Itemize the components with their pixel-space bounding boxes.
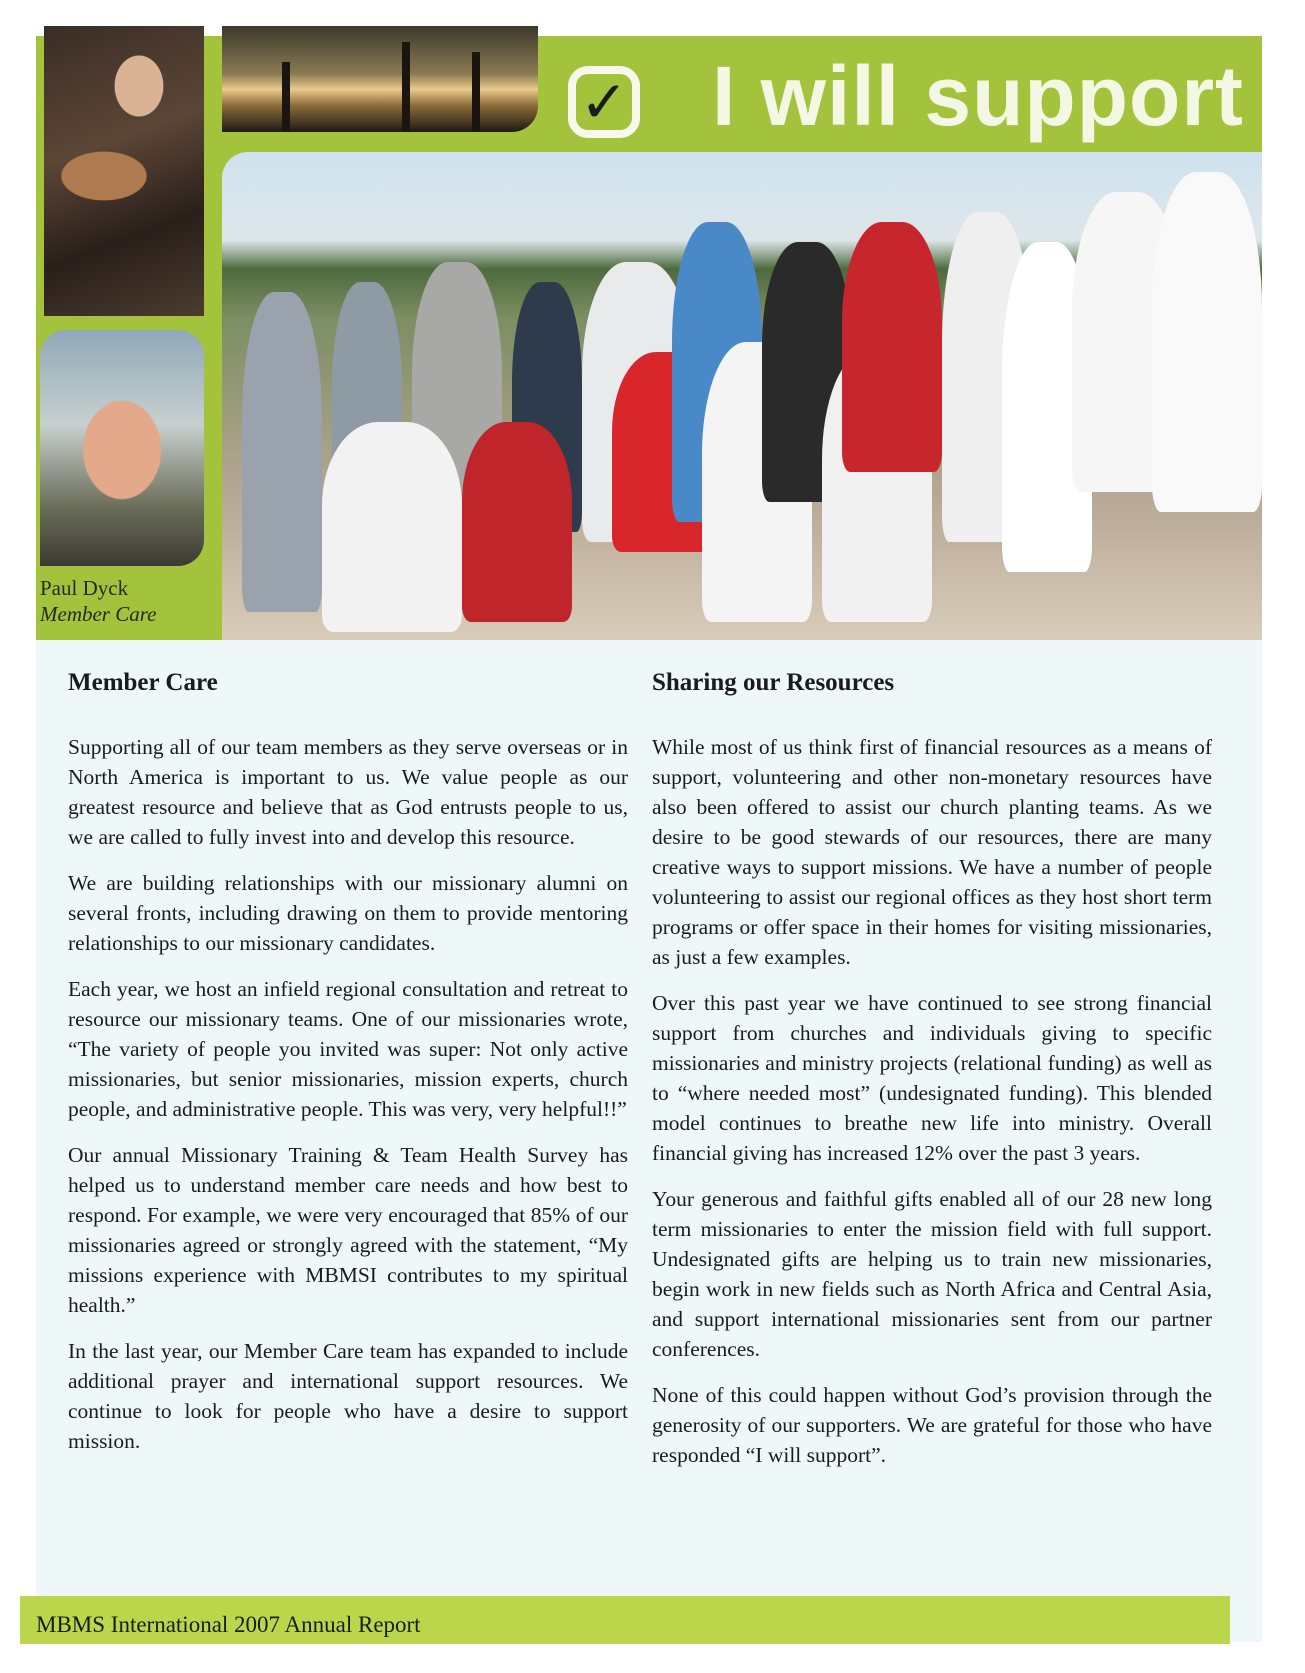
- palm-trunk: [282, 62, 290, 132]
- person-figure: [842, 222, 942, 472]
- paragraph: While most of us think first of financial resources as a means of support, volunteering and other non-monetary resources have also been offered to assist our church planting teams. As we desire to be good stewards of our resources, there are many creative ways to support missions. We have a number of people volunteering to assist our regional offices as they host short term programs or offer space in their homes for visiting missionaries, as just a few examples.: [652, 735, 1212, 969]
- paragraph: Your generous and faithful gifts enabled all of our 28 new long term missionaries to enter the mission field with full support. Undesignated gifts are helping us to train new missionaries, begin work in new fields such as North Africa and Central Asia, and support international missionaries sent from our partner conferences.: [652, 1187, 1212, 1361]
- footer-text: MBMS International 2007 Annual Report: [36, 1612, 421, 1637]
- right-column: [652, 668, 1212, 1486]
- page-title: I will support: [712, 49, 1244, 143]
- paragraph: We are building relationships with our missionary alumni on several fronts, including drawing on them to provide mentoring relationships to our missionary candidates.: [68, 871, 628, 955]
- paragraph: Supporting all of our team members as they serve overseas or in North America is important to us. We value people as our greatest resource and believe that as God entrusts people to us, we are called to fully invest into and develop this resource.: [68, 735, 628, 849]
- section-heading-sharing-resources: Sharing our Resources: [652, 669, 895, 696]
- photo-caption: [40, 575, 210, 635]
- paragraph: None of this could happen without God’s provision through the generosity of our supporters. We are grateful for those who have responded “I will support”.: [652, 1383, 1212, 1467]
- palm-trunk: [472, 52, 480, 132]
- photo-missionary-with-children: [44, 26, 204, 316]
- left-column: [68, 668, 628, 1472]
- person-figure: [462, 422, 572, 622]
- photo-team-group: [222, 152, 1262, 640]
- person-figure: [1152, 172, 1262, 512]
- palm-trunk: [402, 42, 410, 132]
- photo-paul-dyck-portrait: [40, 330, 204, 566]
- check-mark-icon: ✓: [568, 66, 640, 138]
- caption-role: Member Care: [40, 602, 157, 626]
- person-figure: [242, 292, 322, 612]
- paragraph: Over this past year we have continued to see strong financial support from churches and individuals giving to specific missionaries and ministry projects (relational funding) as well as to “where needed most” (undesignated funding). This blended model continues to breathe new life into ministry. Overall financial giving has increased 12% over the past 3 years.: [652, 991, 1212, 1165]
- person-figure: [322, 422, 462, 632]
- caption-name: Paul Dyck: [40, 576, 129, 600]
- paragraph: Our annual Missionary Training & Team Health Survey has helped us to understand member care needs and how best to respond. For example, we were very encouraged that 85% of our missionaries agreed or strongly agreed with the statement, “My missions experience with MBMSI contributes to my spiritual health.”: [68, 1143, 628, 1317]
- paragraph: In the last year, our Member Care team has expanded to include additional prayer and international support resources. We continue to look for people who have a desire to support mission.: [68, 1339, 628, 1453]
- section-heading-member-care: Member Care: [68, 669, 218, 696]
- paragraph: Each year, we host an infield regional consultation and retreat to resource our missionary teams. One of our missionaries wrote, “The variety of people you invited was super: Not only active missionaries, but senior missionaries, mission experts, church people, and administrative people. This was very, very helpful!!”: [68, 977, 628, 1121]
- photo-palm-sunset: [222, 26, 538, 132]
